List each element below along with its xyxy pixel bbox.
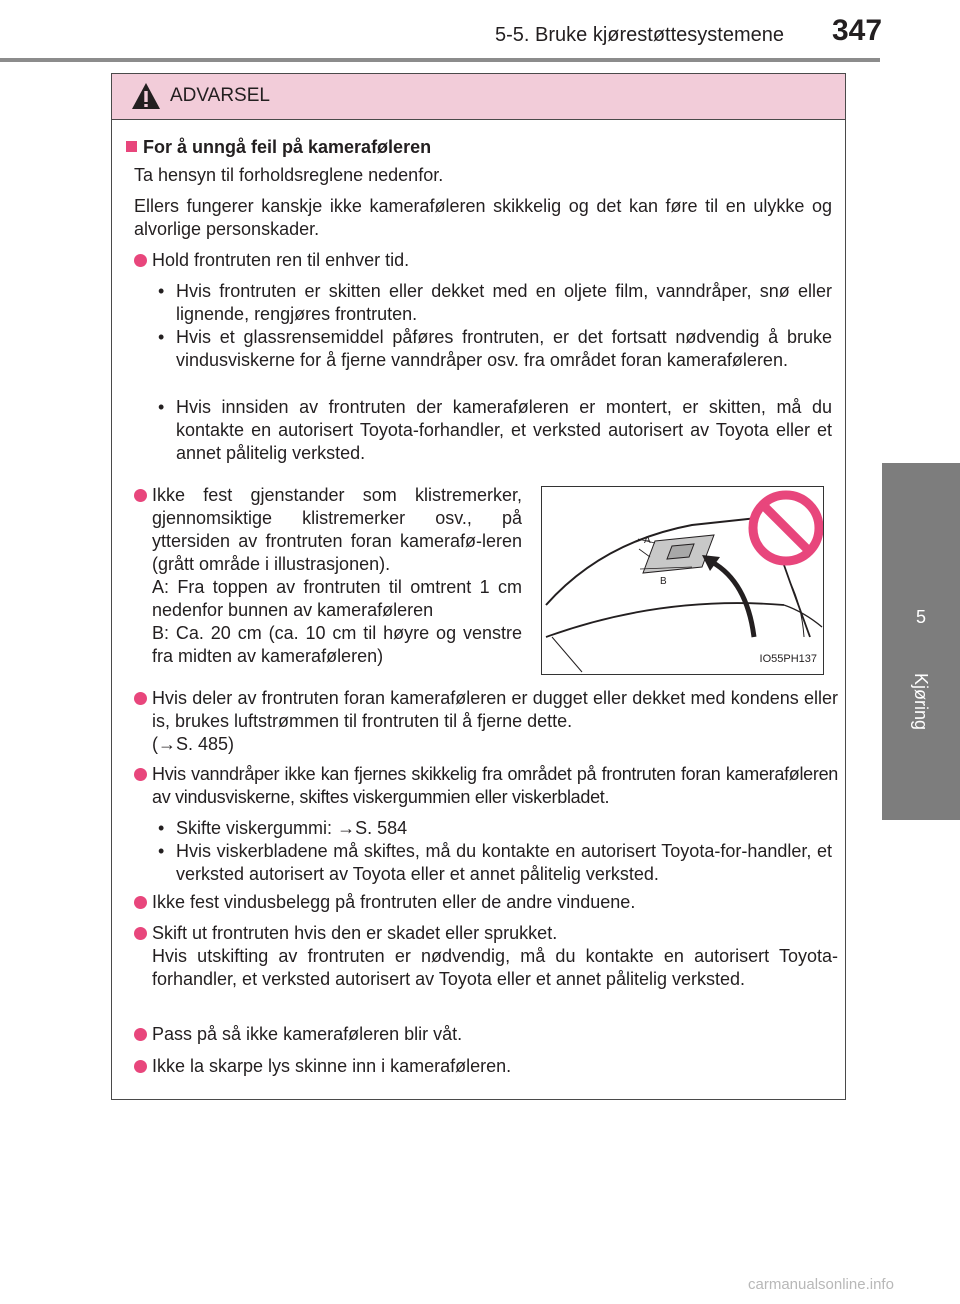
windshield-illustration	[541, 486, 824, 675]
illustration-code: IO55PH137	[759, 653, 817, 665]
item-no-bright-light: Ikke la skarpe lys skinne inn i kameraføleren.	[152, 1056, 512, 1076]
warning-box	[111, 73, 846, 1100]
item-no-coating: Ikke fest vindusbelegg på frontruten eller de andre vinduene.	[152, 892, 636, 912]
dimension-a-text: A: Fra toppen av frontruten til omtrent 1 cm nedenfor bunnen av kameraføleren	[152, 577, 522, 620]
item-wiper-blades: Hvis vanndråper ikke kan fjernes skikkelig fra området på frontruten foran kameraføleren av vindusviskerne, skiftes viskergummien eller viskerbladet.	[152, 764, 838, 807]
item-no-stickers	[152, 484, 522, 668]
subitem-inside-dirty: Hvis innsiden av frontruten der kameraføleren er montert, er skitten, må du kontakte en autorisert Toyota-forhandler, et verksted autorisert av Toyota eller et annet pålitelig verksted.	[176, 397, 832, 463]
illustration-label-a: A	[644, 535, 651, 546]
bullet-mark: •	[158, 818, 165, 838]
bullet-mark: •	[158, 327, 165, 347]
subitem-wiper-replace: Hvis viskerbladene må skiftes, må du kontakte en autorisert Toyota-for-handler, et verksted autorisert av Toyota eller et annet pålitelig verksted.	[176, 841, 832, 884]
chapter-name: Kjøring	[911, 673, 931, 731]
defog-page-ref[interactable]: S. 485	[176, 734, 229, 754]
subitem-dirty-windshield: Hvis frontruten er skitten eller dekket med en oljete film, vanndråper, snø eller lignende, rengjøres frontruten.	[176, 281, 832, 324]
round-bullet-icon	[134, 896, 147, 909]
round-bullet-icon	[134, 927, 147, 940]
warning-content	[112, 74, 845, 1099]
footer-watermark: carmanualsonline.info	[748, 1276, 894, 1293]
wiper-rubber-label: Skifte viskergummi:	[176, 818, 333, 838]
bullet-mark: •	[158, 841, 165, 861]
warning-intro-1: Ta hensyn til forholdsreglene nedenfor.	[134, 165, 444, 185]
round-bullet-icon	[134, 768, 147, 781]
subitem-wiper-rubber	[176, 817, 832, 840]
replace-windshield-line-2: Hvis utskifting av frontruten er nødvendig, må du kontakte en autorisert Toyota-forhandler, et verksted autorisert av Toyota eller et annet pålitelig verksted.	[152, 946, 838, 989]
round-bullet-icon	[134, 692, 147, 705]
illustration-label-b: B	[660, 576, 667, 587]
chapter-number: 5	[915, 607, 926, 627]
item-replace-windshield	[152, 922, 838, 991]
no-stickers-text: Ikke fest gjenstander som klistremerker, gjennomsiktige klistremerker osv., på yttersiden av frontruten foran kamerafø-leren (grått område i illustrasjonen).	[152, 485, 522, 574]
replace-windshield-line-1: Skift ut frontruten hvis den er skadet eller sprukket.	[152, 923, 558, 943]
bullet-mark: •	[158, 397, 165, 417]
warning-section-title: For å unngå feil på kameraføleren	[126, 136, 836, 159]
round-bullet-icon	[134, 254, 147, 267]
windshield-sensor-illustration	[542, 487, 823, 674]
header-section-title: 5-5. Bruke kjørestøttesystemene	[495, 24, 784, 46]
bullet-mark: •	[158, 281, 165, 301]
round-bullet-icon	[134, 489, 147, 502]
subitem-glass-cleaner: Hvis et glassrensemiddel påføres frontruten, er det fortsatt nødvendig å bruke vindusviskerne for å fjerne vanndråper osv. fra området foran kameraføleren.	[176, 327, 832, 370]
chapter-side-tab	[882, 463, 960, 820]
warning-intro-2: Ellers fungerer kanskje ikke kameraføleren skikkelig og det kan føre til en ulykke og alvorlige personskader.	[134, 196, 832, 239]
defog-text: Hvis deler av frontruten foran kameraføleren er dugget eller dekket med kondens eller is, brukes luftstrømmen til frontruten til å fjerne dette.	[152, 688, 838, 731]
wiper-rubber-page-ref[interactable]: S. 584	[355, 818, 408, 838]
round-bullet-icon	[134, 1060, 147, 1073]
square-bullet-icon	[126, 141, 137, 152]
arrow-ref-icon: →	[158, 734, 176, 754]
item-keep-dry: Pass på så ikke kameraføleren blir våt.	[152, 1024, 463, 1044]
header-rule	[0, 58, 880, 62]
arrow-ref-icon: →	[337, 818, 356, 838]
dimension-b-text: B: Ca. 20 cm (ca. 10 cm til høyre og venstre fra midten av kameraføleren)	[152, 623, 522, 666]
page-number: 347	[832, 14, 883, 47]
item-keep-clean: Hold frontruten ren til enhver tid.	[152, 250, 410, 270]
round-bullet-icon	[134, 1028, 147, 1041]
warning-label: ADVARSEL	[170, 85, 270, 106]
item-defog: Hvis deler av frontruten foran kameraføleren er dugget eller dekket med kondens eller is, brukes luftstrømmen til frontruten til å fjerne dette. (→S. 485)	[152, 688, 838, 754]
